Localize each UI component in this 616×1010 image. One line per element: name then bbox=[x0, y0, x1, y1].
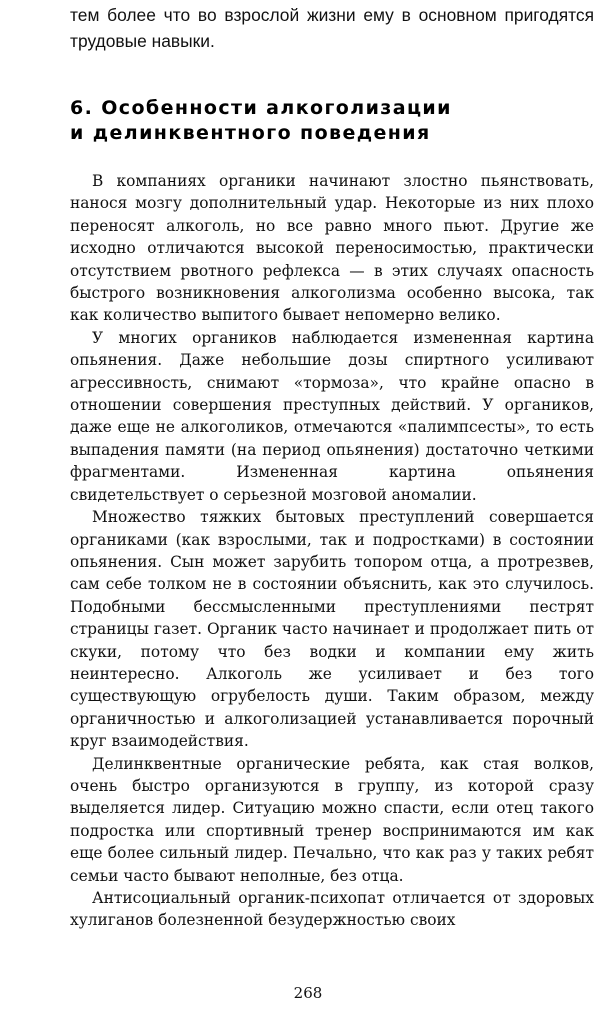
section-heading bbox=[70, 96, 594, 146]
page-number: 268 bbox=[293, 984, 323, 1002]
section-body bbox=[70, 170, 594, 932]
continued-text-fragment: тем более что во взрослой жизни ему в основном пригодятся трудовые навыки. bbox=[70, 5, 594, 51]
paragraph: В компаниях органики начинают злостно пьянствовать, нанося мозгу дополнительный удар. Некоторые из них плохо переносят алкоголь, но все равно много пьют. Другие же исходно отличаются высокой переносимостью, практически отсутствием рвотного рефлекса — в этих случаях опасность быстрого возникновения алкоголизма особенно высока, так как количество выпитого бывает непомерно велико. bbox=[70, 172, 594, 325]
section-heading-line-1: 6. Особенности алкоголизации bbox=[70, 97, 452, 119]
paragraph: Делинквентные органические ребята, как стая волков, очень быстро организуются в группу, из которой сразу выделяется лидер. Ситуацию можно спасти, если отец такого подростка или спортивный тренер воспринимаются им как еще более сильный лидер. Печально, что как раз у таких ребят семьи часто бывают неполные, без отца. bbox=[70, 754, 594, 885]
paragraph: Антисоциальный органик-психопат отличается от здоровых хулиганов болезненной безудержностью своих bbox=[70, 889, 594, 930]
paragraph: У многих органиков наблюдается измененная картина опьянения. Даже небольшие дозы спиртного усиливают агрессивность, снимают «тормоза», что крайне опасно в отношении совершения преступных действий. У органиков, даже еще не алкоголиков, отмечаются «палимпсесты», то есть выпадения памяти (на период опьянения) достаточно четкими фрагментами. Измененная картина опьянения свидетельствует о серьезной мозговой аномалии. bbox=[70, 328, 594, 504]
paragraph: Множество тяжких бытовых преступлений совершается органиками (как взрослыми, так и подростками) в состоянии опьянения. Сын может зарубить топором отца, а протрезвев, сам себе толком не в состоянии объяснить, как это случилось. Подобными бессмысленными преступлениями пестрят страницы газет. Органик часто начинает и продолжает пить от скуки, потому что без водки и компании ему жить неинтересно. Алкоголь же усиливает и без того существующую огрубелость души. Таким образом, между органичностью и алкоголизацией устанавливается порочный круг взаимодействия. bbox=[70, 508, 594, 751]
section-heading-line-2: и делинквентного поведения bbox=[70, 122, 431, 144]
